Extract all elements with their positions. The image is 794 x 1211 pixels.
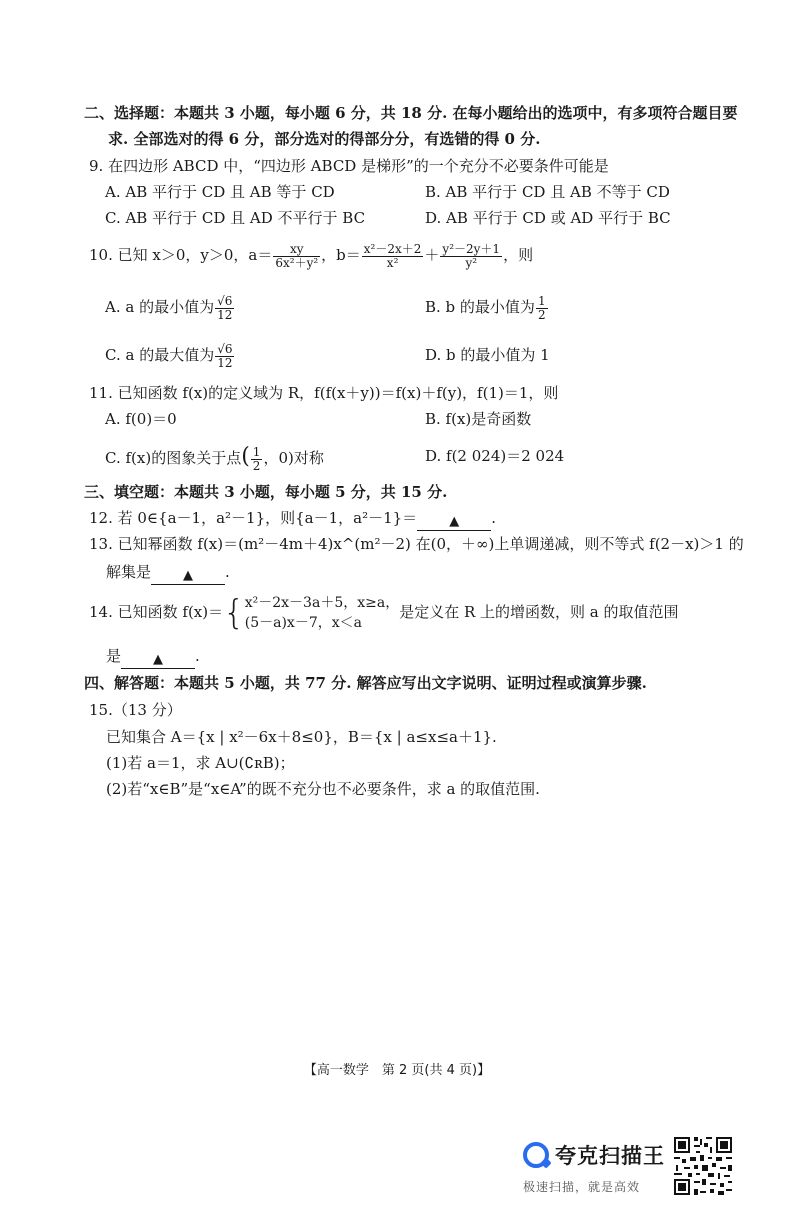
q11-option-a: A. f(0)＝0 [105,410,177,428]
q10-prefix: 10. 已知 x＞0，y＞0，a＝ [89,246,273,264]
q14-stem [89,590,679,634]
q10-a-fraction [273,243,320,270]
q10-option-a-den: 12 [217,307,233,322]
q11-option-c-post: ，0)对称 [263,449,324,467]
q10-b1-den: x² [386,255,399,270]
q10-option-a-text: A. a 的最小值为 [105,298,215,316]
q14-line2 [106,646,200,667]
q12-end: . [491,509,496,527]
q13-line2-text: 解集是 [106,563,152,581]
qr-code-icon [672,1135,734,1197]
q10-option-a-fraction [215,295,234,322]
q11-option-c-pre: C. f(x)的图象关于点 [105,449,242,467]
scanner-watermark-title: 夸克扫描王 [555,1144,665,1168]
q11-option-c-den: 2 [252,458,261,473]
q10-b1-fraction [362,243,424,270]
q11-option-d: D. f(2 024)＝2 024 [425,447,565,465]
q10-b2-num: y²－2y＋1 [442,241,501,256]
page-footer: 【高一数学 第 2 页(共 4 页)】 [303,1063,491,1078]
q13-blank-marker: ▲ [183,568,194,583]
q10-suffix: ，则 [503,246,534,264]
q10-option-b-den: 2 [537,307,546,322]
q10-option-a [105,290,235,324]
q11-option-c [105,440,324,475]
q12-text: 12. 若 0∈{a－1，a²－1}，则{a－1，a²－1}＝ [89,509,418,527]
q11-option-c-open-paren: ( [241,444,250,469]
q15-part2: (2)若“x∈B”是“x∈A”的既不充分也不必要条件，求 a 的取值范围. [106,780,540,798]
q10-option-b-text: B. b 的最小值为 [425,298,535,316]
q10-option-c-text: C. a 的最大值为 [105,346,215,364]
q9-option-d: D. AB 平行于 CD 或 AD 平行于 BC [425,209,671,227]
q9-stem: 9. 在四边形 ABCD 中，“四边形 ABCD 是梯形”的一个充分不必要条件可能是 [89,157,609,175]
q10-a-den: 6x²＋y² [275,255,319,270]
section2-title-line2: 求. 全部选对的得 6 分，部分选对的得部分分，有选错的得 0 分. [108,130,541,148]
q15-part1: (1)若 a＝1，求 A∪(∁ʀB)； [106,754,295,772]
q12-blank-marker: ▲ [449,514,460,529]
q14-suffix: 是定义在 R 上的增函数，则 a 的取值范围 [399,603,679,621]
q12-stem [89,508,496,529]
q11-option-c-num: 1 [252,444,261,459]
q10-option-c-den: 12 [217,355,233,370]
q10-b2-den: y² [465,255,478,270]
q9-option-a: A. AB 平行于 CD 且 AB 等于 CD [105,183,335,201]
q10-option-c [105,338,235,372]
q12-answer-blank [417,512,491,531]
section3-title: 三、填空题：本题共 3 小题，每小题 5 分，共 15 分. [84,483,448,501]
q11-option-c-fraction [251,446,263,473]
q10-option-a-num: √6 [217,293,233,308]
q10-b1-num: x²－2x＋2 [363,241,422,256]
q11-stem: 11. 已知函数 f(x)的定义域为 R，f(f(x＋y))＝f(x)＋f(y)，f(1)＝1，则 [89,384,559,402]
q14-brace-icon: { [223,593,245,633]
scanner-watermark-subtitle: 极速扫描，就是高效 [523,1180,641,1194]
q13-line2 [106,562,230,583]
scanner-logo-icon [523,1142,549,1168]
q10-stem [89,238,533,272]
section2-title-line1: 二、选择题：本题共 3 小题，每小题 6 分，共 18 分. 在每小题给出的选项中，有多项符合题目要 [84,104,738,122]
q13-answer-blank [151,566,225,585]
q14-prefix: 14. 已知函数 f(x)＝ [89,603,224,621]
q14-blank-marker: ▲ [153,652,164,667]
q10-option-b-fraction [536,295,548,322]
scanner-watermark [523,1140,673,1200]
q10-option-b [425,290,549,324]
q13-end: . [225,563,230,581]
q14-case1: x²－2x－3a＋5，x≥a， [244,595,400,611]
q9-option-b: B. AB 平行于 CD 且 AB 不等于 CD [425,183,670,201]
q10-option-c-num: √6 [217,341,233,356]
q9-option-c: C. AB 平行于 CD 且 AD 不平行于 BC [105,209,366,227]
q10-option-d: D. b 的最小值为 1 [425,346,550,364]
q14-end: . [195,647,200,665]
q10-b-prefix: ，b＝ [321,246,361,264]
q14-case2: (5－a)x－7，x＜a [244,615,362,631]
section4-title: 四、解答题：本题共 5 小题，共 77 分. 解答应写出文字说明、证明过程或演算步骤. [84,674,647,692]
q14-answer-blank [121,650,195,669]
q10-option-b-num: 1 [537,293,546,308]
q15-head: 15.（13 分） [89,701,182,719]
q14-cases [245,593,399,633]
q10-b2-fraction [440,243,502,270]
q14-line2-text: 是 [106,647,122,665]
q10-option-c-fraction [215,343,234,370]
q10-plus: ＋ [424,246,440,264]
q15-line1: 已知集合 A＝{x | x²－6x＋8≤0}，B＝{x | a≤x≤a＋1}. [106,728,497,746]
q13-line1: 13. 已知幂函数 f(x)＝(m²－4m＋4)x^(m²－2) 在(0，＋∞)上单调递减，则不等式 f(2－x)＞1 的 [89,535,744,553]
q10-a-num: xy [273,243,320,257]
q11-option-b: B. f(x)是奇函数 [425,410,532,428]
